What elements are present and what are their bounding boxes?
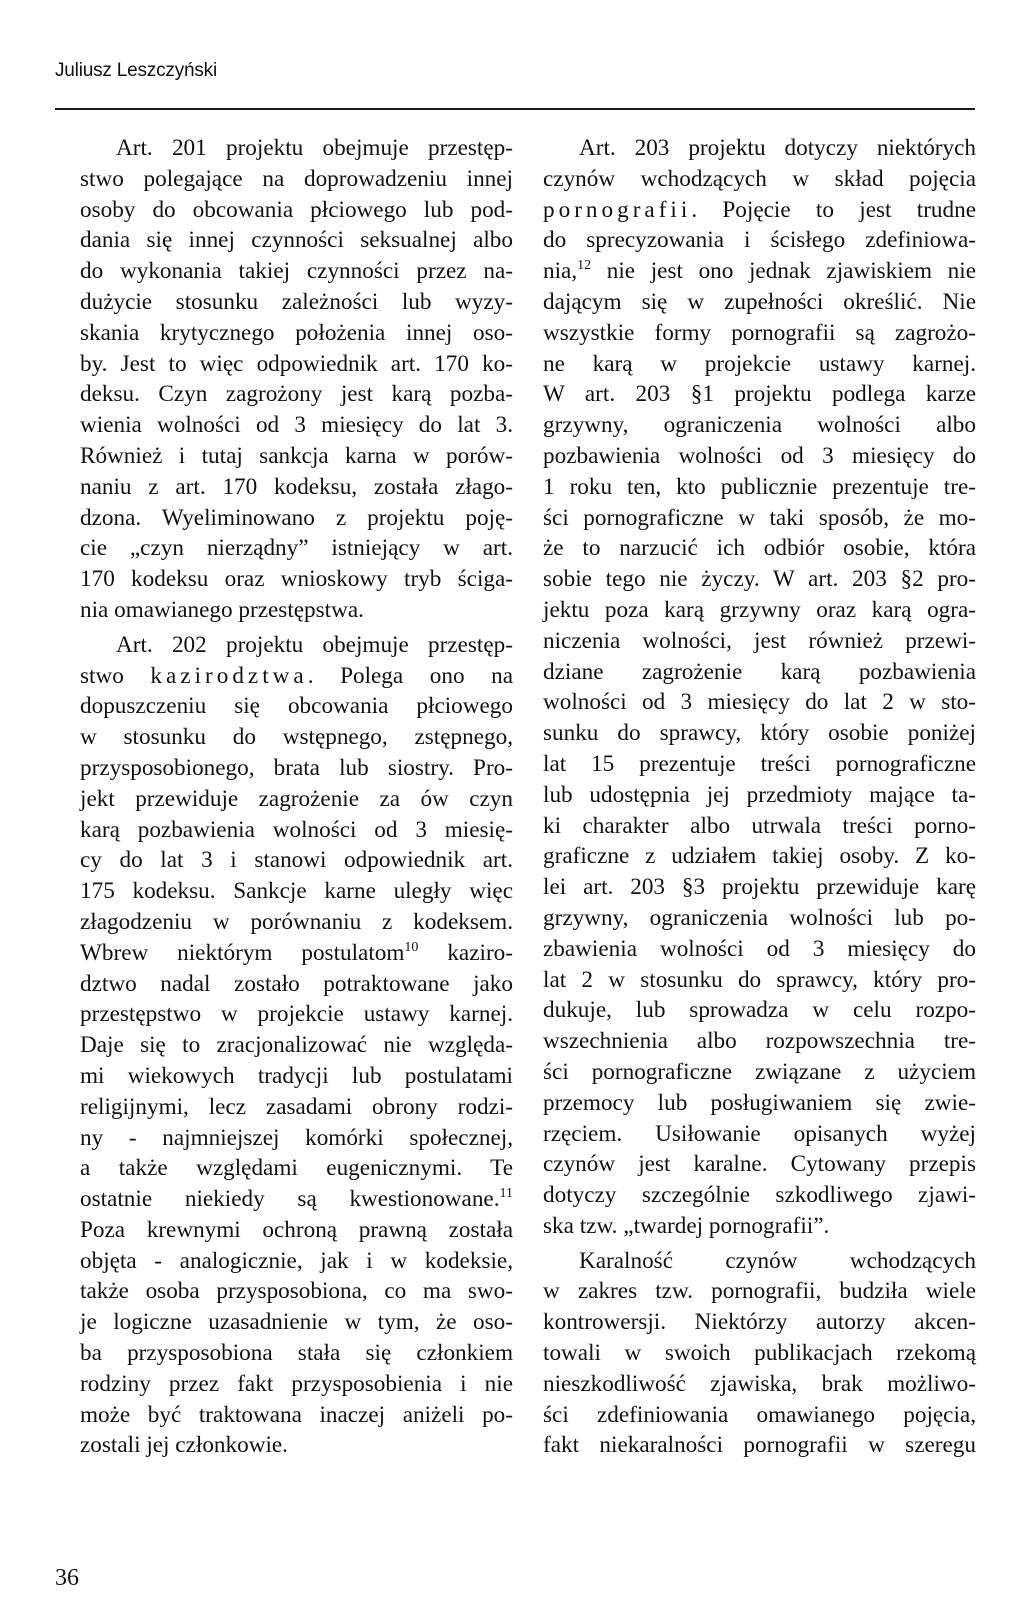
text-line: dziane zagrożenie karą pozbawienia (543, 658, 976, 685)
text-line: dukuje, lub sprowadza w celu rozpo- (543, 997, 976, 1024)
page-number: 36 (55, 1565, 79, 1591)
text-line: kontrowersji. Niektórzy autorzy akcen- (543, 1309, 976, 1336)
text-line: przestępstwo w projekcie ustawy karnej. (80, 1001, 513, 1028)
text-line: Również i tutaj sankcja karna w porów- (80, 442, 513, 469)
text-line: Daje się to zracjonalizować nie względa- (80, 1032, 513, 1059)
text-line: dztwo nadal zostało potraktowane jako (80, 970, 513, 997)
paragraph-karalnosc (543, 1246, 976, 1462)
text-line: dania się innej czynności seksualnej albo (80, 227, 513, 254)
text-line: 170 kodeksu oraz wnioskowy tryb ściga- (80, 566, 513, 593)
text-fragment: nie jest ono jednak zjawiskiem nie (591, 258, 976, 285)
text-line: może być traktowana inaczej aniżeli po- (80, 1401, 513, 1428)
text-line: nieszkodliwość zjawiska, brak możliwo- (543, 1370, 976, 1397)
text-line: jekt przewiduje zagrożenie za ów czyn (80, 785, 513, 812)
text-line: przemocy lub posługiwaniem się zwie- (543, 1089, 976, 1116)
paragraph-art-202 (80, 630, 513, 1462)
text-line: złagodzeniu w porównaniu z kodeksem. (80, 908, 513, 935)
footnote-ref-12: 12 (577, 258, 592, 274)
running-head: Juliusz Leszczyński (55, 60, 217, 81)
paragraph-art-201 (80, 133, 513, 626)
text-line: czynów jest karalne. Cytowany przepis (543, 1151, 976, 1178)
text-line: wienia wolności od 3 miesięcy do lat 3. (80, 412, 513, 439)
text-line: by. Jest to więc odpowiednik art. 170 ko- (80, 350, 513, 377)
text-line: w stosunku do wstępnego, zstępnego, (80, 724, 513, 751)
text-line: zostali jej członkowie. (80, 1432, 288, 1459)
text-line: grzywny, ograniczenia wolności albo (543, 412, 976, 439)
text-line: dającym się w zupełności określić. Nie (543, 288, 976, 315)
text-line: Art. 203 projektu dotyczy niektórych (579, 135, 976, 161)
text-fragment: ostatnie niekiedy są kwestionowane. (80, 1186, 500, 1213)
text-line (543, 256, 976, 287)
text-line: ści zdefiniowania omawianego pojęcia, (543, 1401, 976, 1428)
text-line (80, 661, 513, 692)
text-line: pozbawienia wolności od 3 miesięcy do (543, 442, 976, 469)
text-line: graficzne z udziałem takiej osoby. Z ko- (543, 843, 976, 870)
text-line: a także względami eugenicznymi. Te (80, 1155, 513, 1182)
text-line: je logiczne uzasadnienie w tym, że oso- (80, 1309, 513, 1336)
text-line (80, 1184, 513, 1215)
paragraph-art-203 (543, 133, 976, 1242)
text-fragment: stwo (80, 662, 151, 689)
text-line: do sprecyzowania i ścisłego zdefiniowa- (543, 227, 976, 254)
text-line: towali w swoich publikacjach rzekomą (543, 1340, 976, 1367)
text-line: 1 roku ten, kto publicznie prezentuje tre- (543, 473, 976, 500)
text-line: ki charakter albo utrwala treści porno- (543, 812, 976, 839)
text-fragment: . Polega ono na (307, 662, 513, 689)
text-line: wszystkie formy pornografii są zagrożo- (543, 319, 976, 346)
spaced-term: pornografii (543, 196, 692, 223)
text-line: sunku do sprawcy, który osobie poniżej (543, 720, 976, 747)
text-line: naniu z art. 170 kodeksu, została złago- (80, 473, 513, 500)
text-line: W art. 203 §1 projektu podlega karze (543, 381, 976, 408)
text-line: Art. 202 projektu obejmuje przestęp- (116, 631, 513, 658)
text-line: Karalność czynów wchodzących (579, 1247, 976, 1274)
text-line: cy do lat 3 i stanowi odpowiednik art. (80, 847, 513, 874)
text-line: ny - najmniejszej komórki społecznej, (80, 1124, 513, 1151)
text-line: fakt niekaralności pornografii w szeregu (543, 1432, 976, 1459)
text-line (543, 195, 976, 226)
text-line: w zakres tzw. pornografii, budziła wiele (543, 1278, 976, 1305)
text-line: ści pornograficzne związane z użyciem (543, 1058, 976, 1085)
text-line: wolności od 3 miesięcy do lat 2 w sto- (543, 689, 976, 716)
footnote-ref-10: 10 (404, 939, 419, 955)
text-line: stwo polegające na doprowadzeniu innej (80, 165, 513, 192)
right-column (543, 133, 976, 1461)
text-line: dotyczy szczególnie szkodliwego zjawi- (543, 1182, 976, 1209)
text-line: religijnymi, lecz zasadami obrony rodzi- (80, 1093, 513, 1120)
text-line: 175 kodeksu. Sankcje karne uległy więc (80, 878, 513, 905)
footnote-ref-11: 11 (499, 1186, 513, 1202)
spaced-term: kazirodztwa (150, 662, 308, 689)
text-line: dużycie stosunku zależności lub wyzy- (80, 288, 513, 315)
text-line: deksu. Czyn zagrożony jest karą pozba- (80, 381, 513, 408)
text-line: ne karą w projekcie ustawy karnej. (543, 350, 976, 377)
text-fragment: . Pojęcie to jest trudne (691, 196, 976, 223)
text-line: wszechnienia albo rozpowszechnia tre- (543, 1028, 976, 1055)
text-line: ba przysposobiona stała się członkiem (80, 1340, 513, 1367)
text-line: objęta - analogicznie, jak i w kodeksie, (80, 1247, 513, 1274)
text-line: dzona. Wyeliminowano z projektu poję- (80, 504, 513, 531)
text-line: także osoba przysposobiona, co ma swo- (80, 1278, 513, 1305)
text-line: czynów wchodzących w skład pojęcia (543, 165, 976, 192)
text-line: rodziny przez fakt przysposobienia i nie (80, 1370, 513, 1397)
text-line: zbawienia wolności od 3 miesięcy do (543, 935, 976, 962)
text-line: jektu poza karą grzywny oraz karą ogra- (543, 596, 976, 623)
text-line: do wykonania takiej czynności przez na- (80, 258, 513, 285)
text-line: że to narzucić ich odbiór osobie, która (543, 535, 976, 562)
text-line: karą pozbawienia wolności od 3 miesię- (80, 816, 513, 843)
text-line: mi wiekowych tradycji lub postulatami (80, 1062, 513, 1089)
left-column (80, 133, 513, 1461)
text-line: dopuszczeniu się obcowania płciowego (80, 693, 513, 720)
text-line: lub udostępnia jej przedmioty mające ta- (543, 781, 976, 808)
text-fragment: kaziro- (418, 939, 513, 966)
text-line: ska tzw. „twardej pornografii”. (543, 1212, 830, 1239)
text-line: Art. 201 projektu obejmuje przestęp- (116, 135, 513, 161)
text-line: cie „czyn nierządny” istniejący w art. (80, 535, 513, 562)
text-fragment: nia, (543, 258, 578, 285)
text-line: niczenia wolności, jest również przewi- (543, 627, 976, 654)
text-fragment: Wbrew niektórym postulatom (80, 939, 405, 966)
text-line: ści pornograficzne w taki sposób, że mo- (543, 504, 976, 531)
text-line (80, 938, 513, 969)
text-line: lat 15 prezentuje treści pornograficzne (543, 750, 976, 777)
text-line: rzęciem. Usiłowanie opisanych wyżej (543, 1120, 976, 1147)
text-line: lei art. 203 §3 projektu przewiduje karę (543, 874, 976, 901)
text-line: lat 2 w stosunku do sprawcy, który pro- (543, 966, 976, 993)
text-line: przysposobionego, brata lub siostry. Pro- (80, 754, 513, 781)
text-line: skania krytycznego położenia innej oso- (80, 319, 513, 346)
header-rule (55, 108, 975, 110)
text-line: osoby do obcowania płciowego lub pod- (80, 196, 513, 223)
text-line: Poza krewnymi ochroną prawną została (80, 1216, 513, 1243)
text-line: sobie tego nie życzy. W art. 203 §2 pro- (543, 566, 976, 593)
text-line: nia omawianego przestępstwa. (80, 596, 364, 623)
text-line: grzywny, ograniczenia wolności lub po- (543, 904, 976, 931)
